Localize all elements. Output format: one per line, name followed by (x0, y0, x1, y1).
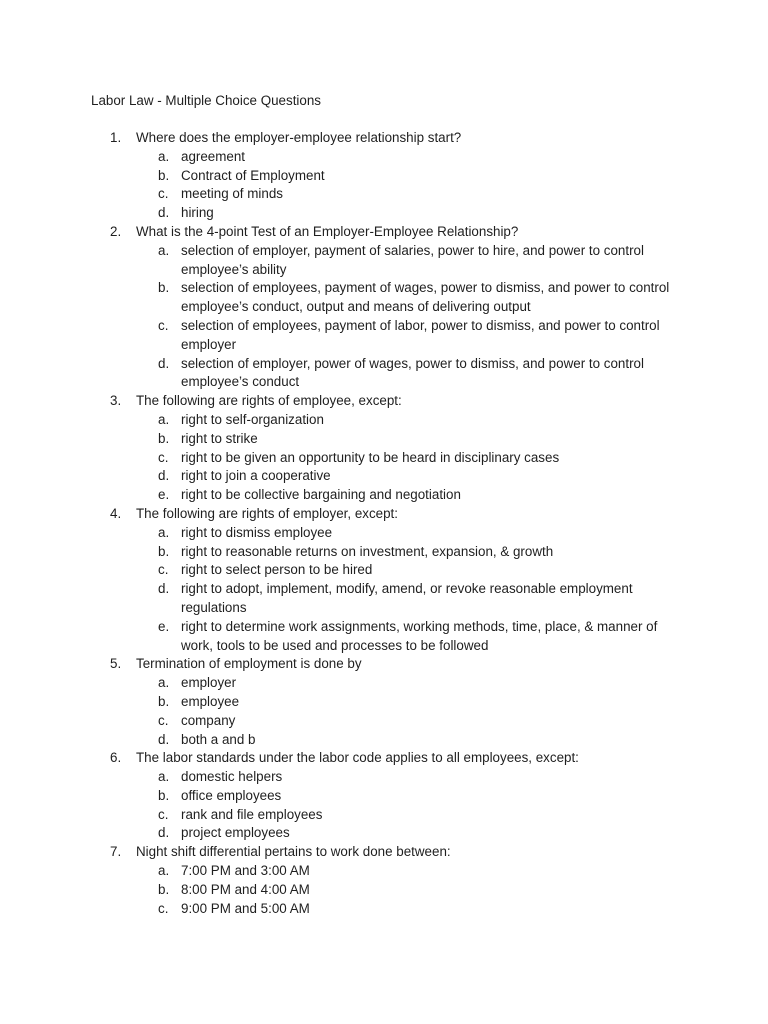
question-number: 7. (110, 844, 122, 860)
question-text: Termination of employment is done by (136, 656, 362, 672)
option-text: employer (181, 675, 237, 691)
option-letter: d. (158, 581, 170, 597)
answer-option (136, 242, 688, 280)
answer-option (136, 185, 688, 204)
answer-option (136, 900, 688, 919)
option-letter: b. (158, 280, 170, 296)
answer-option (136, 824, 688, 843)
answer-option (136, 355, 688, 393)
document-title: Labor Law - Multiple Choice Questions (91, 93, 321, 108)
answer-option (136, 806, 688, 825)
option-letter: a. (158, 524, 170, 540)
option-text: rank and file employees (181, 806, 323, 822)
option-list (136, 768, 688, 843)
option-list (136, 242, 688, 392)
option-text: hiring (181, 205, 214, 221)
option-list (136, 674, 688, 749)
option-letter: a. (158, 242, 170, 258)
answer-option (136, 543, 688, 562)
option-list (136, 862, 688, 918)
answer-option (136, 449, 688, 468)
option-letter: a. (158, 411, 170, 427)
answer-option (136, 731, 688, 750)
option-letter: e. (158, 618, 170, 634)
option-letter: b. (158, 881, 170, 897)
option-text: employee (181, 693, 240, 709)
option-text: right to join a cooperative (181, 468, 331, 484)
question-item (0, 655, 768, 749)
option-text: domestic helpers (181, 769, 283, 785)
option-text: 7:00 PM and 3:00 AM (181, 863, 310, 879)
answer-option (136, 768, 688, 787)
option-text: right to strike (181, 430, 258, 446)
answer-option (136, 486, 688, 505)
answer-option (136, 167, 688, 186)
question-list (0, 129, 768, 918)
question-text: The following are rights of employee, except: (136, 393, 402, 409)
option-text: meeting of minds (181, 186, 283, 202)
answer-option (136, 787, 688, 806)
answer-option (136, 279, 688, 317)
question-item (0, 843, 768, 918)
option-letter: c. (158, 806, 169, 822)
option-letter: c. (158, 900, 169, 916)
answer-option (136, 618, 688, 656)
question-number: 5. (110, 656, 122, 672)
answer-option (136, 411, 688, 430)
question-text: What is the 4-point Test of an Employer-Employee Relationship? (136, 223, 519, 239)
option-letter: d. (158, 468, 170, 484)
question-text: The labor standards under the labor code applies to all employees, except: (136, 750, 579, 766)
option-letter: d. (158, 355, 170, 371)
option-text: right to reasonable returns on investment, expansion, & growth (181, 543, 554, 559)
option-letter: b. (158, 543, 170, 559)
option-list (136, 524, 688, 656)
question-number: 4. (110, 505, 122, 521)
answer-option (136, 204, 688, 223)
answer-option (136, 674, 688, 693)
option-text: both a and b (181, 731, 256, 747)
question-number: 2. (110, 223, 122, 239)
option-text: Contract of Employment (181, 167, 325, 183)
answer-option (136, 148, 688, 167)
option-letter: b. (158, 167, 170, 183)
option-letter: b. (158, 430, 170, 446)
option-list (136, 148, 688, 223)
option-letter: a. (158, 769, 170, 785)
option-text: right to be given an opportunity to be heard in disciplinary cases (181, 449, 560, 465)
question-text: Night shift differential pertains to work done between: (136, 844, 451, 860)
question-item (0, 223, 768, 392)
option-text: selection of employees, payment of labor, power to dismiss, and power to control employer (181, 317, 660, 352)
option-text: project employees (181, 825, 290, 841)
option-text: 8:00 PM and 4:00 AM (181, 881, 310, 897)
question-text: Where does the employer-employee relationship start? (136, 130, 462, 145)
option-text: right to select person to be hired (181, 562, 373, 578)
option-text: agreement (181, 148, 246, 164)
option-text: right to be collective bargaining and negotiation (181, 487, 461, 503)
question-item (0, 129, 768, 223)
question-item (0, 505, 768, 655)
option-letter: a. (158, 148, 170, 164)
answer-option (136, 862, 688, 881)
option-text: right to determine work assignments, working methods, time, place, & manner of work, tools to be used and processes to be followed (181, 618, 658, 653)
answer-option (136, 317, 688, 355)
option-text: right to dismiss employee (181, 524, 333, 540)
option-letter: a. (158, 675, 170, 691)
option-letter: a. (158, 863, 170, 879)
option-text: right to adopt, implement, modify, amend, or revoke reasonable employment regulations (181, 581, 633, 615)
option-letter: c. (158, 712, 169, 728)
option-text: selection of employer, payment of salaries, power to hire, and power to control employee’s ability (181, 242, 644, 277)
option-text: 9:00 PM and 5:00 AM (181, 900, 310, 916)
option-letter: d. (158, 205, 170, 221)
option-letter: c. (158, 449, 169, 465)
answer-option (136, 467, 688, 486)
option-letter: b. (158, 693, 170, 709)
answer-option (136, 693, 688, 712)
option-text: company (181, 712, 236, 728)
option-letter: e. (158, 487, 170, 503)
question-item (0, 749, 768, 843)
answer-option (136, 430, 688, 449)
answer-option (136, 881, 688, 900)
option-letter: d. (158, 731, 170, 747)
option-letter: c. (158, 562, 169, 578)
option-letter: c. (158, 186, 169, 202)
question-number: 6. (110, 750, 122, 766)
question-number: 3. (110, 393, 122, 409)
question-number: 1. (110, 130, 122, 145)
answer-option (136, 580, 688, 618)
option-letter: c. (158, 317, 169, 333)
answer-option (136, 712, 688, 731)
option-text: office employees (181, 787, 282, 803)
option-text: selection of employer, power of wages, power to dismiss, and power to control employee’s conduct (181, 355, 644, 390)
option-text: selection of employees, payment of wages, power to dismiss, and power to control employee’s conduct, output and means of delivering output (181, 280, 670, 315)
question-text: The following are rights of employer, except: (136, 505, 398, 521)
answer-option (136, 524, 688, 543)
answer-option (136, 561, 688, 580)
question-item (0, 392, 768, 505)
option-list (136, 411, 688, 505)
option-text: right to self-organization (181, 411, 324, 427)
option-letter: d. (158, 825, 170, 841)
option-letter: b. (158, 787, 170, 803)
